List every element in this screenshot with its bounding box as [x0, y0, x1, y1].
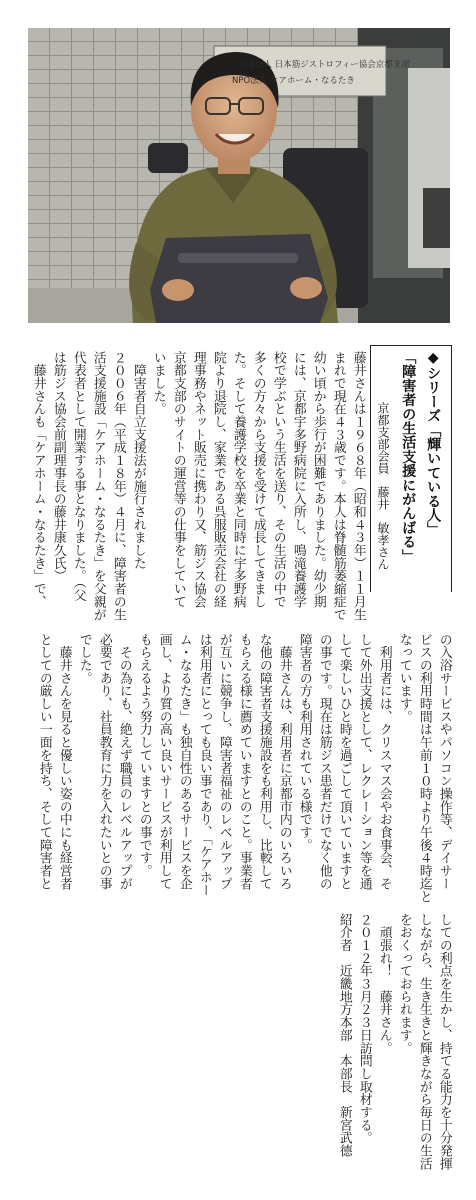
body-column: の入浴サービスやパソコン操作等、デイサー: [436, 633, 452, 890]
body-column: 院より退院し、家業である呉服販売会社の経: [210, 351, 226, 608]
body-column: 理事務やネット販売に携わり又、筋ジス協会: [190, 351, 206, 608]
sign-line-2: NPO法人 ケアホーム・なるたき: [232, 76, 355, 86]
body-column: まれで現在４３歳です。本人は脊髄筋萎縮症で: [330, 351, 346, 621]
body-column: でした。: [76, 633, 92, 685]
body-column: 障害者の方も利用されている様です。: [296, 633, 312, 852]
author-byline: 京都支部会員 藤井 敏孝さん: [376, 402, 390, 570]
body-column: には、京都宇多野病院に入所し、鳴滝養護学: [290, 351, 306, 608]
body-column: ２００６年（平成１８年）４月に、障害者の生: [110, 351, 126, 621]
body-column: な他の障害者支援施設をも利用し、比較して: [256, 633, 272, 890]
body-column: 活支援施設「ケアホーム・なるたき」を父親が: [90, 351, 106, 621]
introducer-credit: 紹介者 近畿地方本部 本部長 新宮武德: [336, 913, 352, 1158]
body-column: 画し、より質の高い良いサービスが利用して: [156, 633, 172, 890]
body-column: 頑張れ！ 藤井さん。: [376, 913, 392, 1055]
body-column: た。そして養護学校を卒業と同時に宇多野病: [230, 351, 246, 608]
body-column: 藤井さんを見ると優しい姿の中にも経営者: [56, 633, 72, 890]
body-column: 障害者自立支援法が施行されました: [130, 351, 146, 570]
body-column: 藤井さんは１９６８年（昭和４３年）１１月生: [350, 351, 366, 621]
body-column: その為にも、絶えず職員のレベルアップが: [116, 633, 132, 890]
body-column: ム・なるたき」も独自性のあるサービスを企: [176, 633, 192, 890]
body-column: が互いに競争し、障害者福祉のレベルアップ: [216, 633, 232, 890]
body-column: ビスの利用時間は午前１０時より午後４時迄と: [416, 633, 432, 903]
body-column: 京都支部のサイトの運営等の仕事をしていて: [170, 351, 186, 608]
body-column: して楽しいひと時を過ごして頂いていますと: [336, 633, 352, 890]
portrait-photo: [28, 28, 450, 323]
body-column: 藤井さんも「ケアホーム・なるたき」で、: [30, 351, 46, 608]
body-column: 多くの方々から支援を受けて成長してきまし: [250, 351, 266, 608]
body-column: としての厳しい一面を持ち、そして障害者と: [36, 633, 52, 890]
body-column: 校で学ぶという生活を送り、その生活の中で: [270, 351, 286, 608]
body-column: 代表者として開業する事となりました。（父: [70, 351, 86, 602]
body-column: いました。: [150, 351, 166, 416]
body-column: は利用者にとっても良い事であり、「ケアホー: [196, 633, 212, 897]
body-column: しながら、生き生きと輝きながら毎日の生活: [416, 913, 432, 1170]
body-column: ２０１２年３月２３日訪問し取材する。: [356, 913, 372, 1145]
body-column: して外出支援として、レクレーション等を通: [356, 633, 372, 890]
body-column: 利用者には、クリスマス会やお食事会、そ: [376, 633, 392, 890]
body-column: なっています。: [396, 633, 412, 723]
article-subtitle: 「障害者の生活支援にがんばる」: [400, 350, 417, 563]
body-column: 幼い頃から歩行が困難でありました。幼少期: [310, 351, 326, 608]
building-sign: [218, 52, 410, 92]
series-title: ◆シリーズ「輝いている人」: [425, 350, 442, 537]
body-column: 藤井さんは、利用者に京都市内のいろいろ: [276, 633, 292, 890]
body-column: もらえるよう努力していますとの事です。: [136, 633, 152, 878]
body-column: もらえる様に薦めていますとのこと。事業者: [236, 633, 252, 890]
body-column: は筋ジス協会前副理事長の藤井康久氏）: [50, 351, 66, 583]
body-column: をおくっておられます。: [396, 913, 412, 1055]
body-column: の事です。現在は筋ジス患者だけでなく他の: [316, 633, 332, 890]
sign-line-1: 社団法人 日本筋ジストロフィー協会京都支部: [238, 60, 410, 70]
body-column: 必要であり、社員教育に力を入れたいとの事: [96, 633, 112, 890]
body-column: しての利点を生かし、持てる能力を十分発揮: [436, 913, 452, 1170]
